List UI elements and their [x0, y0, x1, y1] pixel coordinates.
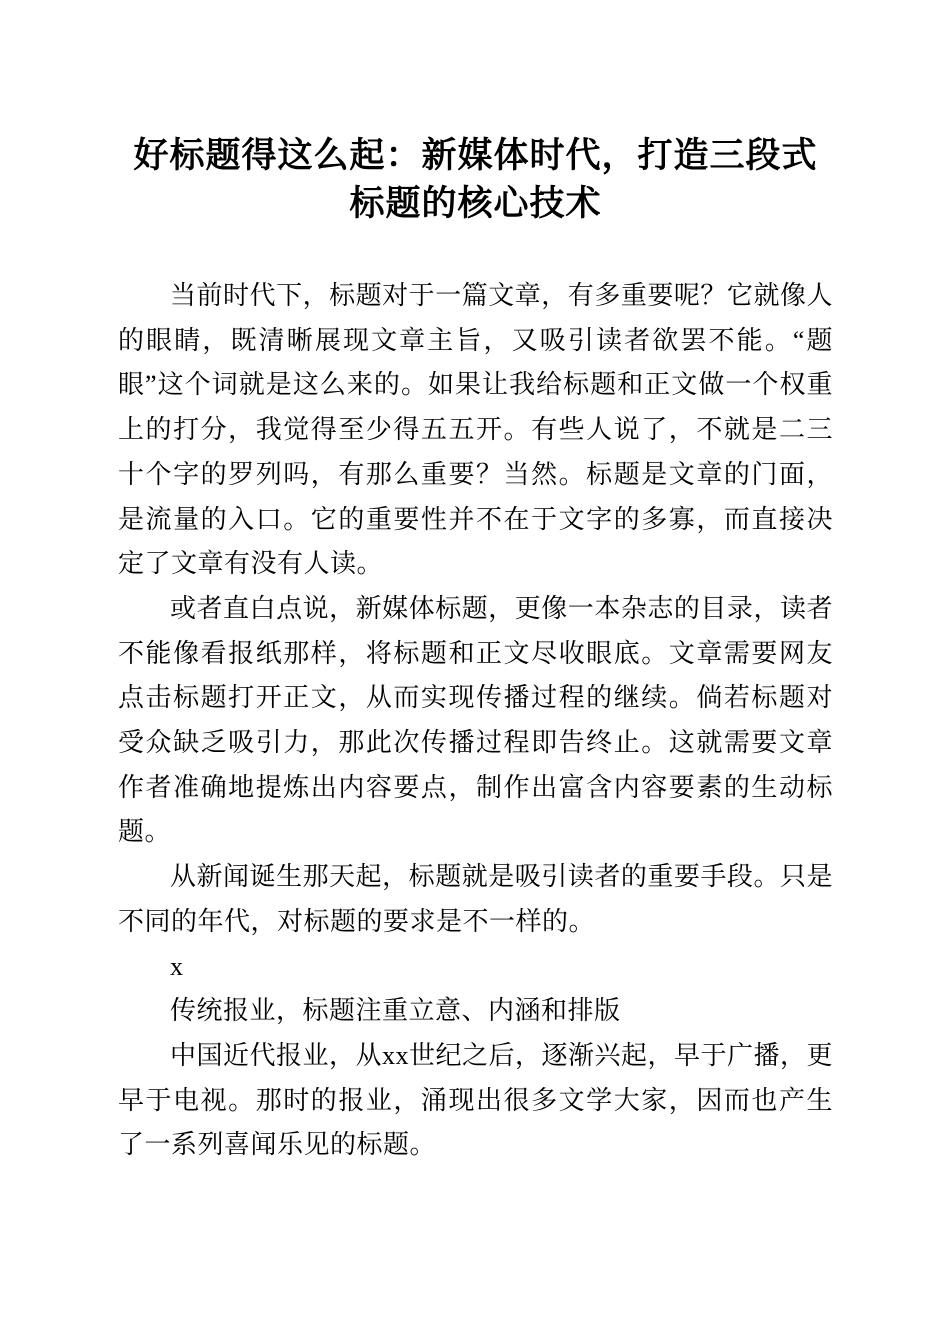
body-paragraph: 从新闻诞生那天起，标题就是吸引读者的重要手段。只是不同的年代，对标题的要求是不一样的。: [118, 862, 833, 936]
body-paragraph-placeholder-x: x: [170, 951, 184, 981]
document-title: 好标题得这么起：新媒体时代，打造三段式标题的核心技术: [133, 136, 818, 223]
body-paragraph: 当前时代下，标题对于一篇文章，有多重要呢？它就像人的眼睛，既清晰展现文章主旨，又吸引读者欲罢不能。“题眼”这个词就是这么来的。如果让我给标题和正文做一个权重上的打分，我觉得至少得五五开。有些人说了，不就是二三十个字的罗列吗，有那么重要？当然。标题是文章的门面，是流量的入口。它的重要性并不在于文字的多寡，而直接决定了文章有没有人读。: [118, 281, 833, 579]
section-heading-line: 传统报业，标题注重立意、内涵和排版: [170, 996, 621, 1026]
body-paragraph: 或者直白点说，新媒体标题，更像一本杂志的目录，读者不能像看报纸那样，将标题和正文尽收眼底。文章需要网友点击标题打开正文，从而实现传播过程的继续。倘若标题对受众缺乏吸引力，那此次传播过程即告终止。这就需要文章作者准确地提炼出内容要点，制作出富含内容要素的生动标题。: [118, 593, 833, 847]
document-body: [118, 274, 833, 1168]
body-paragraph: 中国近代报业，从xx世纪之后，逐渐兴起，早于广播，更早于电视。那时的报业，涌现出很多文学大家，因而也产生了一系列喜闻乐见的标题。: [118, 1040, 834, 1160]
